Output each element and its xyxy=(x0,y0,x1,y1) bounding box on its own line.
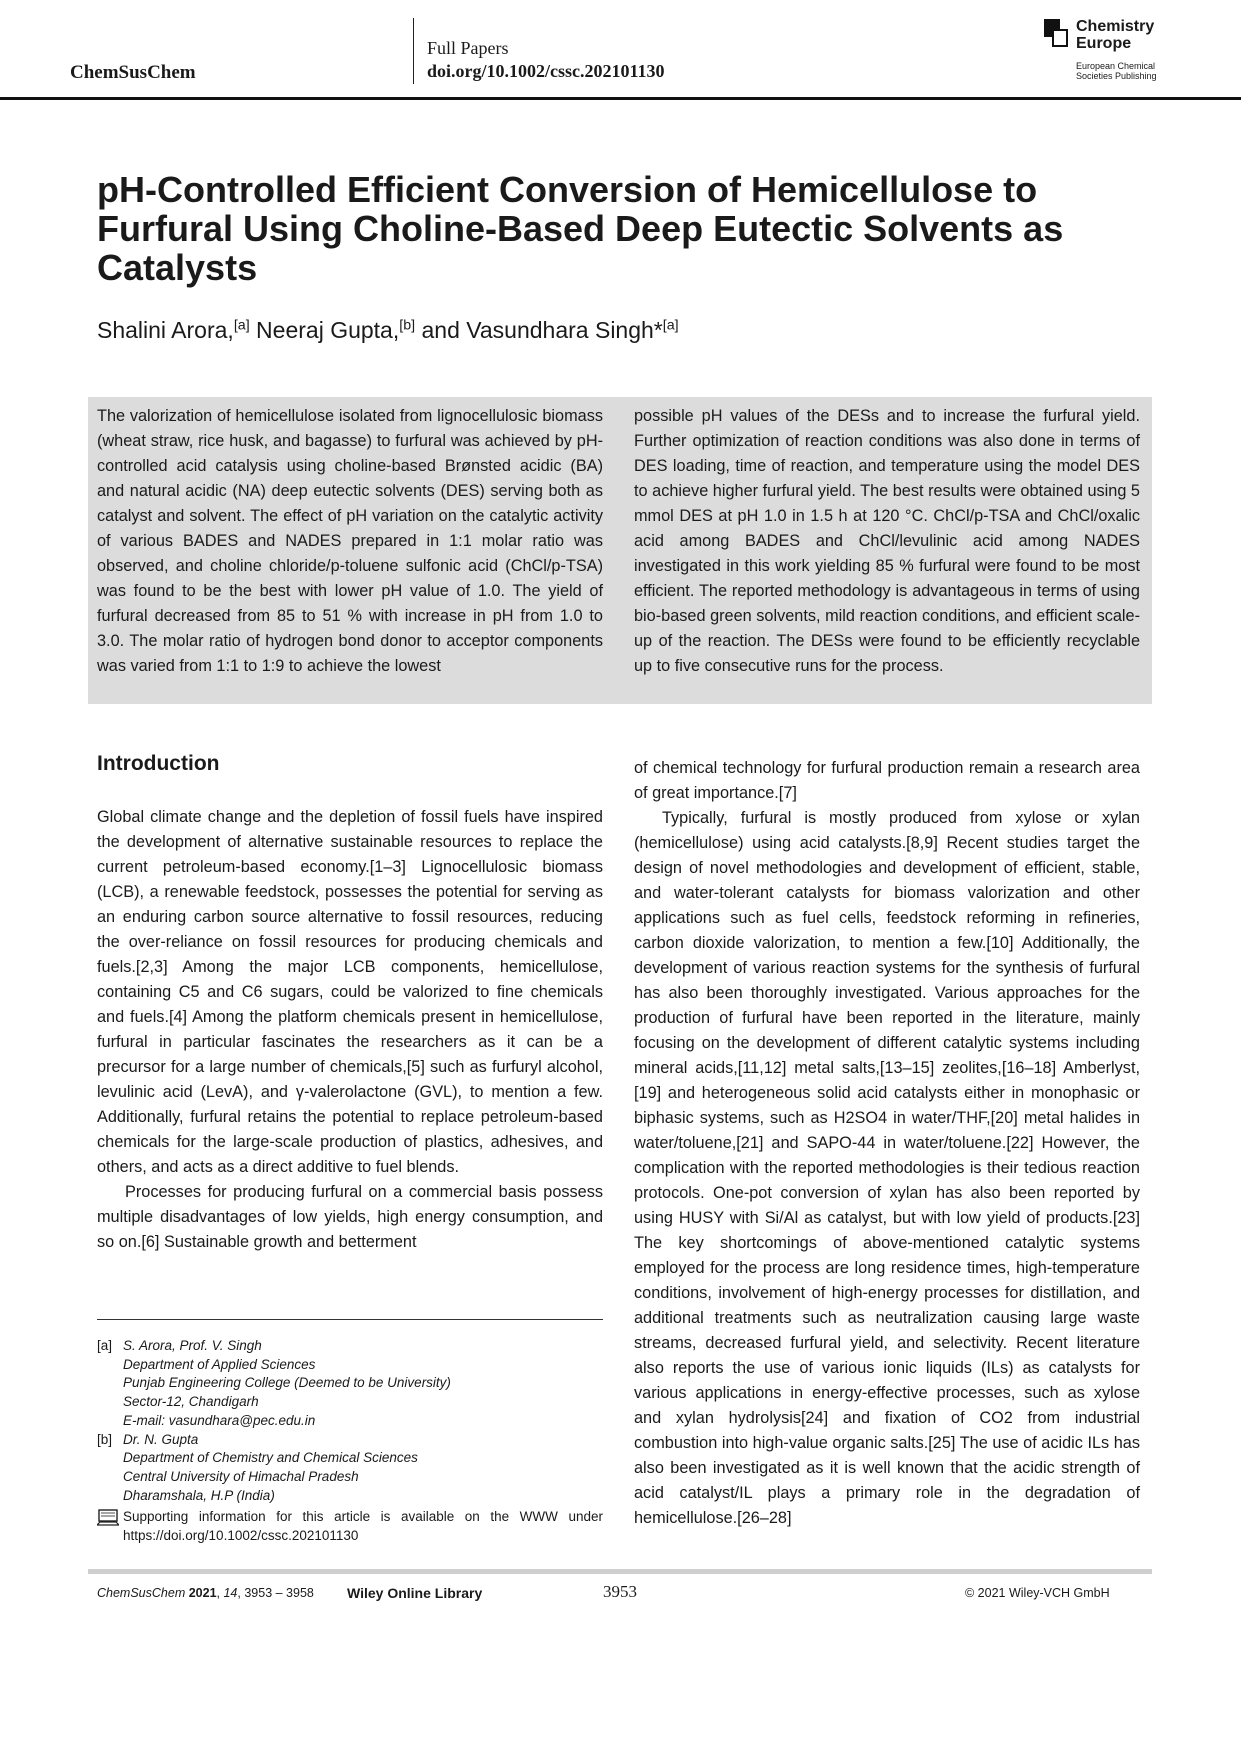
footer-year: 2021 xyxy=(188,1586,217,1600)
affiliation-a xyxy=(97,1337,603,1431)
paragraph: Processes for producing furfural on a commercial basis possess multiple disadvantages of low yields, high energy consumption, and so on.[6] Sustainable growth and betterment xyxy=(97,1183,603,1251)
body-column-right xyxy=(634,756,1140,1531)
header-rule xyxy=(0,97,1241,100)
affiliation-b xyxy=(97,1431,603,1506)
copyright: © 2021 Wiley-VCH GmbH xyxy=(965,1586,1110,1600)
article-type: Full Papers xyxy=(427,38,509,58)
journal-name: ChemSusChem xyxy=(70,62,196,83)
paragraph: of chemical technology for furfural production remain a research area of great importance.[7] xyxy=(634,759,1140,802)
affiliation-line: Central University of Himachal Pradesh xyxy=(123,1468,359,1484)
author-name: Neeraj Gupta, xyxy=(249,317,400,343)
abstract-text-left: The valorization of hemicellulose isolated from lignocellulosic biomass (wheat straw, rice husk, and bagasse) to furfural was achieved by pH-controlled acid catalysis using choline-based Brønsted acidic (BA) and natural acidic (NA) deep eutectic solvents (DES) serving both as catalyst and solvent. The effect of pH variation on the catalytic activity of various BADES and NADES prepared in 1:1 molar ratio was observed, and choline chloride/p-toluene sulfonic acid (ChCl/p-TSA) was found to be the best with lower pH value of 1.0. The yield of furfural decreased from 85 to 51 % with increase in pH from 1.0 to 3.0. The molar ratio of hydrogen bond donor to acceptor components was varied from 1:1 to 1:9 to achieve the lowest xyxy=(97,407,603,675)
page-number: 3953 xyxy=(603,1582,637,1601)
author-list xyxy=(97,317,679,344)
doi-link[interactable]: doi.org/10.1002/cssc.202101130 xyxy=(427,61,665,81)
title-line: pH-Controlled Efficient Conversion of Hemicellulose to xyxy=(97,169,1038,210)
affiliation-tag: [b] xyxy=(97,1431,113,1447)
paragraph: Global climate change and the depletion of fossil fuels have inspired the development of alternative sustainable resources to replace the current petroleum-based economy.[1–3] Lignocellulosic biomass (LCB), a renewable feedstock, possesses the potential for serving as an enduring carbon source alternative to fossil resources, reducing the over-reliance on fossil resources for producing chemicals and fuels.[2,3] Among the major LCB components, hemicellulose, containing C5 and C6 sugars, could be valorized to fine chemicals and fuels.[4] Among the platform chemicals present in hemicellulose, furfural in particular fascinates the researchers as it can be a precursor for a large number of chemicals,[5] such as furfuryl alcohol, levulinic acid (LevA), and γ-valerolactone (GVL), to mention a few. Additionally, furfural retains the potential to replace petroleum-based chemicals for the large-scale production of plastics, adhesives, and others, and acts as a direct additive to fuel blends. xyxy=(97,808,603,1176)
author-name: and Vasundhara Singh* xyxy=(415,317,663,343)
footnote-rule xyxy=(97,1319,603,1320)
affiliation-line: Department of Chemistry and Chemical Sciences xyxy=(123,1450,418,1466)
abstract-text-right: possible pH values of the DESs and to increase the furfural yield. Further optimization of reaction conditions was also done in terms of DES loading, time of reaction, and temperature using the model DES to achieve higher furfural yield. The best results were obtained using 5 mmol DES at pH 1.0 in 1.5 h at 120 °C. ChCl/p-TSA and ChCl/oxalic acid among BADES and ChCl/levulinic acid among NADES investigated in this work yielding 85 % furfural were found to be most efficient. The reported methodology is advantageous in terms of using bio-based green solvents, mild reaction conditions, and efficient scale-up of the reaction. The DESs were found to be efficiently recyclable up to five consecutive runs for the process. xyxy=(634,407,1140,675)
chemistry-europe-logo-icon xyxy=(1044,19,1070,47)
footer-pages: 3953 – 3958 xyxy=(244,1586,314,1600)
affiliation-line: Dr. N. Gupta xyxy=(123,1431,199,1447)
paragraph: Typically, furfural is mostly produced from xylose or xylan (hemicellulose) using acid catalysts.[8,9] Recent studies target the design of novel methodologies and development of efficient, stable, and water-tolerant catalysts for biomass valorization and other applications such as fuel cells, feedstock reforming in refineries, carbon dioxide valorization, to mention a few.[10] Additionally, the development of various reaction systems for the synthesis of furfural has also been thoroughly investigated. Various approaches for the production of furfural have been reported in the literature, mainly focusing on the development of different catalytic systems including mineral acids,[11,12] metal salts,[13–15] zeolites,[16–18] Amberlyst,[19] and heterogeneous solid acid catalysts either in monophasic or biphasic systems, such as H2SO4 in water/THF,[20] metal halides in water/toluene,[21] and SAPO-44 in water/toluene.[22] However, the complication with the reported methodologies is their tedious reaction protocols. One-pot conversion of xylan has also been reported by using HUSY with Si/Al as catalyst, but with low yield of products.[23] The key shortcomings of above-mentioned catalytic systems employed for the process are long residence times, high-temperature conditions, involvement of high-energy processes for distillation, and additional treatments such as neutralization causing large waste streams, decreased furfural yield, and selectivity. Recent literature also reports the use of various ionic liquids (ILs) as catalysts for various applications in energy-effective processes, such as xylose and xylan hydrolysis[24] and fixation of CO2 from industrial combustion into high-value organic salts.[25] The use of acidic ILs has also been investigated as it is well known that the acidic strength of acid catalyst/IL plays a primary role in the degradation of hemicellulose.[26–28] xyxy=(634,809,1140,1527)
title-line: Furfural Using Choline-Based Deep Eutectic Solvents as xyxy=(97,208,1064,249)
affiliation-tag: [a] xyxy=(97,1338,113,1353)
header-divider xyxy=(413,18,414,84)
affiliation-line: Sector-12, Chandigarh xyxy=(123,1394,259,1410)
author-affiliation-mark: [a] xyxy=(233,317,250,334)
footer-volume: 14 xyxy=(223,1586,238,1600)
author-name: Shalini Arora, xyxy=(97,317,234,343)
affiliation-line: Department of Applied Sciences xyxy=(123,1356,316,1372)
publisher-subtitle: European Chemical Societies Publishing xyxy=(1076,61,1157,81)
affiliation-line: Dharamshala, H.P (India) xyxy=(123,1487,275,1503)
author-affiliation-mark: [a] xyxy=(662,317,679,334)
publisher-logo xyxy=(1044,18,1174,82)
footer-rule xyxy=(88,1569,1152,1574)
supporting-info xyxy=(97,1508,603,1545)
footer-citation: ChemSusChem 2021, 14, 3953 – 3958 xyxy=(97,1586,314,1600)
author-affiliation-mark: [b] xyxy=(399,317,416,334)
body-column-left xyxy=(97,805,603,1255)
wiley-online-library-link[interactable]: Wiley Online Library xyxy=(347,1585,483,1601)
affiliation-email[interactable]: E-mail: vasundhara@pec.edu.in xyxy=(123,1412,316,1428)
section-heading: Introduction xyxy=(97,752,220,775)
title-line: Catalysts xyxy=(97,247,258,288)
footer-journal: ChemSusChem xyxy=(97,1586,186,1600)
supporting-info-text[interactable]: Supporting information for this article is available on the WWW under https://doi.org/10.1002/cssc.202101130 xyxy=(123,1509,603,1543)
paper-title xyxy=(97,170,1137,287)
computer-icon xyxy=(97,1509,119,1527)
affiliation-line: S. Arora, Prof. V. Singh xyxy=(123,1338,262,1353)
affiliation-line: Punjab Engineering College (Deemed to be University) xyxy=(123,1375,451,1391)
affiliation-list xyxy=(97,1337,603,1505)
publisher-name: Chemistry Europe xyxy=(1076,18,1155,52)
